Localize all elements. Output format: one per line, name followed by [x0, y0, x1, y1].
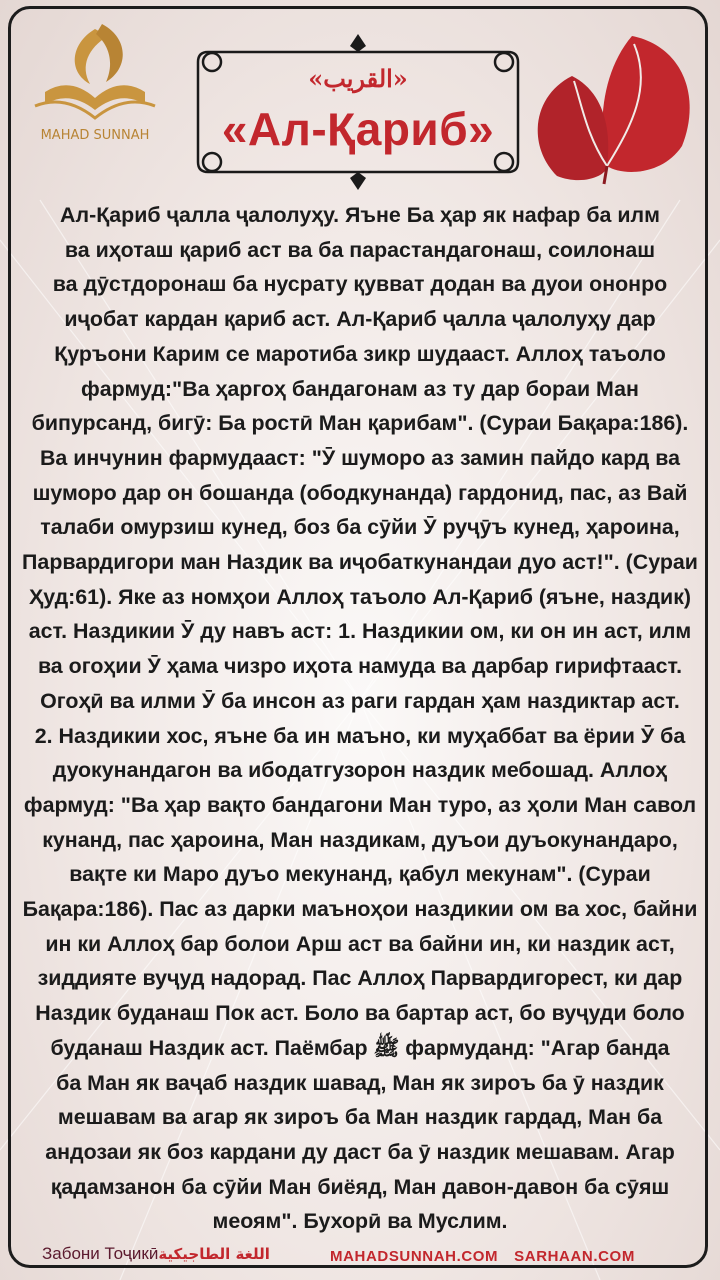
text-line: талаби омурзиш кунед, боз ба сӯйи Ӯ руҷӯъ кунед, ҳароина, — [40, 515, 680, 540]
text-line: қадамзанон ба сӯйи Ман биёяд, Ман давон-давон ба сӯяш — [50, 1174, 670, 1199]
text-line: Парвардигори ман Наздик ва иҷобаткунандаи дуо аст!". (Сураи — [22, 550, 698, 575]
text-line: дуокунандагон ва ибодатгузорон наздик мебошад. Аллоҳ — [52, 758, 668, 783]
text-line: шуморо дар он бошанда (ободкунанда) гардонид, пас, аз Вай — [32, 480, 688, 505]
red-leaf-icon — [512, 26, 702, 186]
text-line: фармуд: "Ва ҳар вақто бандагони Ман туро, аз ҳоли Ман савол — [23, 792, 697, 817]
text-line: ва дӯстдоронаш ба нусрату қувват додан ва дуои ононро — [52, 272, 668, 297]
site-link-mahadsunnah[interactable]: MAHADSUNNAH.COM — [330, 1248, 499, 1265]
text-line: Бақара:186). Пас аз дарки маъноҳои наздикии ом ва хос, байни — [22, 897, 698, 922]
text-line: Ва инчунин фармудааст: "Ӯ шуморо аз замин пайдо кард ва — [39, 445, 681, 470]
site-link-sarhaan[interactable]: SARHAAN.COM — [514, 1248, 635, 1265]
text-line: иҷобат кардан қариб аст. Ал-Қариб ҷалла ҷалолуҳу дар — [64, 307, 656, 332]
title-banner — [188, 32, 528, 192]
text-line: зиддияте вуҷуд надорад. Пас Аллоҳ Парвардигорест, ки дар — [37, 966, 683, 991]
footer-language — [42, 1244, 270, 1264]
page-title: «Ал-Қариб» — [221, 103, 495, 155]
language-label: Забони Тоҷикӣ — [42, 1244, 159, 1263]
text-line: ин ки Аллоҳ бар болои Арш аст ва байни ин, ки наздик аст, — [45, 931, 675, 956]
text-line: Ал-Қариб ҷалла ҷалолуҳу. Яъне Ба ҳар як нафар ба илм — [60, 203, 660, 227]
text-line: ва иҳоташ қариб аст ва ба парастандагонаш, соилонаш — [64, 237, 656, 262]
title-arabic: «القريب» — [308, 64, 408, 93]
text-line: Огоҳӣ ва илми Ӯ ба инсон аз раги гардан ҳам наздиктар аст. — [40, 688, 680, 713]
text-line: Наздик буданаш Пок аст. Боло ва бартар аст, бо вуҷуди боло — [35, 1001, 685, 1026]
text-line: меоям". Бухорӣ ва Муслим. — [212, 1209, 508, 1234]
text-line: кунанд, пас ҳароина, Ман наздикам, дуъои дуъокунандаро, — [42, 827, 678, 852]
text-line: аст. Наздикии Ӯ ду навъ аст: 1. Наздикии ом, ки он ин аст, илм — [28, 619, 692, 644]
text-line: фармуд:"Ва ҳаргоҳ бандагонам аз ту дар бораи Ман — [81, 376, 639, 401]
article-body — [22, 198, 698, 1239]
text-line: ба Ман як ваҷаб наздик шавад, Ман як зироъ ба ӯ наздик — [56, 1070, 664, 1095]
svg-text:MAHAD SUNNAH: MAHAD SUNNAH — [40, 128, 150, 143]
footer-sites — [330, 1248, 651, 1265]
text-line: ва огоҳии Ӯ ҳама чизро иҳота намуда ва дарбар гирифтааст. — [37, 654, 683, 679]
text-line: вақте ки Маро дуъо мекунанд, қабул мекунам". (Сураи — [69, 862, 651, 887]
text-line: андозаи як боз кардани ду даст ба ӯ наздик мешавам. Агар — [45, 1139, 675, 1164]
text-line: буданаш Наздик аст. Паёмбар ﷺ фармуданд: "Агар банда — [50, 1035, 670, 1060]
text-line: Ҳуд:61). Яке аз номҳои Аллоҳ таъоло Ал-Қариб (яъне, наздик) — [28, 584, 692, 609]
text-line: бипурсанд, бигӯ: Ба ростӣ Ман қарибам". (Сураи Бақара:186). — [31, 411, 689, 436]
text-line: мешавам ва агар як зироъ ба Ман наздик гардад, Ман ба — [57, 1105, 663, 1130]
mahad-sunnah-logo — [10, 14, 180, 149]
text-line: 2. Наздикии хос, яъне ба ин маъно, ки муҳаббат ва ёрии Ӯ ба — [34, 723, 686, 748]
text-line: Қуръони Карим се маротиба зикр шудааст. Аллоҳ таъоло — [54, 341, 666, 366]
language-label-arabic: اللغة الطاجيكية — [158, 1245, 270, 1263]
